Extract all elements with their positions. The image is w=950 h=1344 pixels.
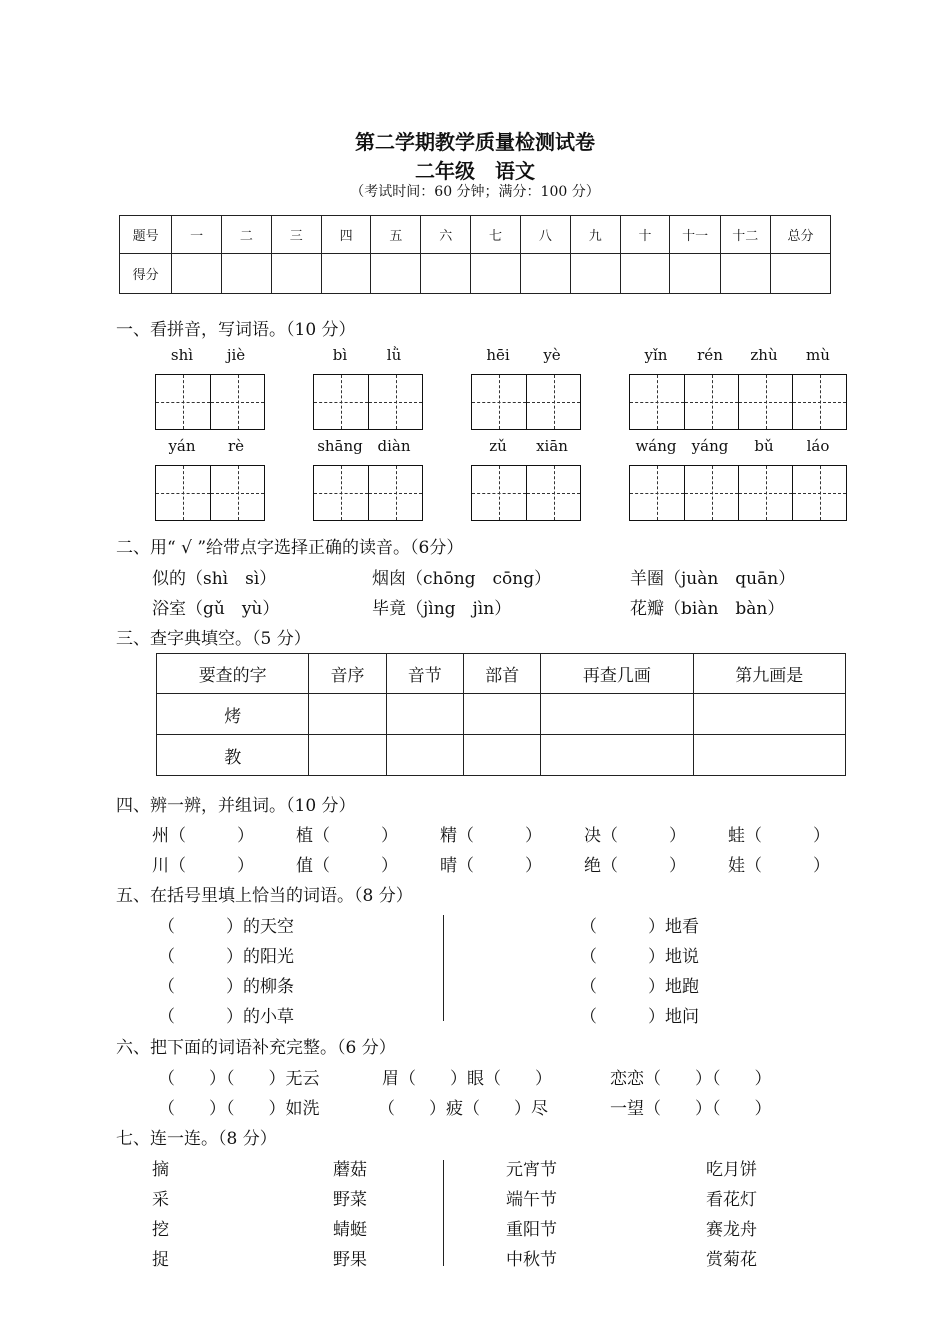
fill-phrase-right: （ ）地跑 [580, 977, 699, 997]
word-group-item: 州（ ） [152, 826, 254, 846]
score-blank-cell[interactable] [172, 254, 222, 294]
writing-cell[interactable] [630, 466, 684, 520]
fill-phrase-right: （ ）地问 [580, 1007, 699, 1027]
score-header-cell: 题号 [120, 216, 172, 254]
pinyin-syllable: yè [543, 346, 561, 364]
writing-cell[interactable] [472, 466, 526, 520]
pinyin-syllable: jiè [226, 346, 246, 364]
writing-cell[interactable] [792, 466, 846, 520]
score-header-cell: 三 [271, 216, 321, 254]
idiom-item: （ ）疲（ ）尽 [378, 1099, 548, 1119]
writing-cell[interactable] [368, 375, 422, 429]
score-header-cell: 二 [222, 216, 272, 254]
pinyin-syllable: diàn [377, 437, 411, 455]
pinyin-syllable: lǜ [386, 346, 402, 364]
writing-cell[interactable] [210, 466, 264, 520]
score-header-cell: 四 [321, 216, 371, 254]
dict-blank-cell[interactable] [463, 735, 540, 776]
score-blank-cell[interactable] [222, 254, 272, 294]
pinyin-syllable: rè [227, 437, 245, 455]
match-festival: 元宵节 [506, 1160, 557, 1180]
word-group-item: 植（ ） [296, 826, 398, 846]
pinyin-syllable: bǔ [754, 437, 774, 455]
writing-grid [313, 374, 423, 430]
dict-blank-cell[interactable] [541, 735, 693, 776]
score-header-cell: 七 [471, 216, 521, 254]
dict-blank-cell[interactable] [386, 735, 463, 776]
match-custom: 赏菊花 [706, 1250, 757, 1270]
reading-choice-item: 花瓣（biàn bàn） [630, 599, 785, 619]
score-blank-cell[interactable] [321, 254, 371, 294]
dict-header: 部首 [463, 654, 540, 694]
dict-blank-cell[interactable] [693, 694, 845, 735]
word-group-item: 值（ ） [296, 856, 398, 876]
score-blank-cell[interactable] [371, 254, 421, 294]
score-header-cell: 九 [570, 216, 620, 254]
pinyin-syllable: shì [170, 346, 194, 364]
score-blank-cell[interactable] [670, 254, 720, 294]
pinyin-syllable: zǔ [489, 437, 507, 455]
score-header-cell: 八 [520, 216, 570, 254]
reading-choice-item: 烟囱（chōng cōng） [372, 569, 552, 589]
section-5-divider [443, 915, 444, 1021]
score-blank-cell[interactable] [271, 254, 321, 294]
dict-header: 第九画是 [693, 654, 845, 694]
writing-cell[interactable] [526, 375, 580, 429]
page-title: 第二学期教学质量检测试卷 [355, 130, 595, 154]
dict-blank-cell[interactable] [309, 735, 386, 776]
score-header-cell: 五 [371, 216, 421, 254]
writing-cell[interactable] [684, 466, 738, 520]
writing-cell[interactable] [738, 375, 792, 429]
writing-grid [155, 374, 265, 430]
match-verb: 挖 [152, 1220, 169, 1240]
score-blank-cell[interactable] [471, 254, 521, 294]
score-header-cell: 十 [620, 216, 670, 254]
score-table [119, 215, 831, 294]
dict-char: 烤 [157, 694, 309, 735]
dict-blank-cell[interactable] [386, 694, 463, 735]
writing-cell[interactable] [630, 375, 684, 429]
fill-phrase-right: （ ）地看 [580, 917, 699, 937]
score-header-cell: 六 [421, 216, 471, 254]
match-noun: 野菜 [333, 1190, 367, 1210]
match-festival: 重阳节 [506, 1220, 557, 1240]
exam-info: （考试时间：60 分钟；满分：100 分） [350, 184, 600, 200]
match-verb: 捉 [152, 1250, 169, 1270]
match-noun: 蜻蜓 [333, 1220, 367, 1240]
word-group-item: 决（ ） [584, 826, 686, 846]
idiom-item: 一望（ ）（ ） [610, 1099, 772, 1119]
pinyin-syllable: yán [168, 437, 196, 455]
match-festival: 中秋节 [506, 1250, 557, 1270]
fill-phrase-left: （ ）的天空 [158, 917, 294, 937]
section-4-heading: 四、辨一辨，并组词。（10 分） [116, 796, 356, 816]
writing-grid [629, 374, 847, 430]
writing-cell[interactable] [156, 466, 210, 520]
pinyin-syllable: hēi [486, 346, 510, 364]
pinyin-syllable: láo [806, 437, 830, 455]
dict-header: 音序 [309, 654, 386, 694]
dict-blank-cell[interactable] [693, 735, 845, 776]
dict-header: 要查的字 [157, 654, 309, 694]
score-row-label: 得分 [120, 254, 172, 294]
reading-choice-item: 似的（shì sì） [152, 569, 277, 589]
dict-header: 音节 [386, 654, 463, 694]
dict-blank-cell[interactable] [541, 694, 693, 735]
match-custom: 吃月饼 [706, 1160, 757, 1180]
fill-phrase-left: （ ）的小草 [158, 1007, 294, 1027]
word-group-item: 娃（ ） [728, 856, 830, 876]
score-header-cell: 十二 [720, 216, 770, 254]
match-noun: 蘑菇 [333, 1160, 367, 1180]
match-noun: 野果 [333, 1250, 367, 1270]
fill-phrase-left: （ ）的阳光 [158, 947, 294, 967]
pinyin-syllable: rén [697, 346, 723, 364]
word-group-item: 川（ ） [152, 856, 254, 876]
dict-char: 教 [157, 735, 309, 776]
writing-grid [629, 465, 847, 521]
writing-grid [471, 374, 581, 430]
fill-phrase-right: （ ）地说 [580, 947, 699, 967]
section-6-heading: 六、把下面的词语补充完整。（6 分） [116, 1038, 396, 1058]
dict-header: 再查几画 [541, 654, 693, 694]
dict-blank-cell[interactable] [309, 694, 386, 735]
writing-grid [313, 465, 423, 521]
score-blank-cell[interactable] [770, 254, 830, 294]
section-1-heading: 一、看拼音，写词语。（10 分） [116, 320, 356, 340]
score-blank-cell[interactable] [720, 254, 770, 294]
reading-choice-item: 浴室（gǔ yù） [152, 599, 280, 619]
writing-cell[interactable] [368, 466, 422, 520]
score-header-cell: 一 [172, 216, 222, 254]
idiom-item: （ ）（ ）如洗 [158, 1099, 320, 1119]
score-blank-cell[interactable] [520, 254, 570, 294]
section-7-divider [443, 1160, 444, 1266]
word-group-item: 绝（ ） [584, 856, 686, 876]
idiom-item: 恋恋（ ）（ ） [610, 1069, 772, 1089]
pinyin-syllable: mù [806, 346, 830, 364]
writing-grid [471, 465, 581, 521]
word-group-item: 蛙（ ） [728, 826, 830, 846]
pinyin-syllable: bì [332, 346, 348, 364]
dictionary-table [156, 653, 846, 776]
match-custom: 赛龙舟 [706, 1220, 757, 1240]
writing-cell[interactable] [156, 375, 210, 429]
writing-cell[interactable] [472, 375, 526, 429]
dict-blank-cell[interactable] [463, 694, 540, 735]
writing-cell[interactable] [738, 466, 792, 520]
pinyin-syllable: xiān [536, 437, 568, 455]
writing-grid [155, 465, 265, 521]
pinyin-syllable: yáng [691, 437, 729, 455]
fill-phrase-left: （ ）的柳条 [158, 977, 294, 997]
pinyin-syllable: yǐn [644, 346, 668, 364]
idiom-item: （ ）（ ）无云 [158, 1069, 320, 1089]
writing-cell[interactable] [210, 375, 264, 429]
section-5-heading: 五、在括号里填上恰当的词语。（8 分） [116, 886, 413, 906]
section-7-heading: 七、连一连。（8 分） [116, 1129, 277, 1149]
word-group-item: 晴（ ） [440, 856, 542, 876]
idiom-item: 眉（ ）眼（ ） [382, 1069, 552, 1089]
pinyin-syllable: wáng [635, 437, 677, 455]
match-verb: 采 [152, 1190, 169, 1210]
section-3-heading: 三、查字典填空。（5 分） [116, 629, 311, 649]
writing-cell[interactable] [684, 375, 738, 429]
score-header-cell: 十一 [670, 216, 720, 254]
writing-cell[interactable] [314, 375, 368, 429]
score-blank-cell[interactable] [620, 254, 670, 294]
reading-choice-item: 毕竟（jìng jìn） [372, 599, 512, 619]
pinyin-syllable: zhù [750, 346, 778, 364]
writing-cell[interactable] [526, 466, 580, 520]
score-blank-cell[interactable] [570, 254, 620, 294]
match-custom: 看花灯 [706, 1190, 757, 1210]
page-subtitle-grade: 二年级 语文 [415, 159, 535, 183]
reading-choice-item: 羊圈（juàn quān） [630, 569, 796, 589]
match-festival: 端午节 [506, 1190, 557, 1210]
writing-cell[interactable] [314, 466, 368, 520]
match-verb: 摘 [152, 1160, 169, 1180]
writing-cell[interactable] [792, 375, 846, 429]
word-group-item: 精（ ） [440, 826, 542, 846]
score-blank-cell[interactable] [421, 254, 471, 294]
section-2-heading: 二、用“ √ ”给带点字选择正确的读音。（6分） [116, 538, 464, 558]
pinyin-syllable: shāng [317, 437, 363, 455]
score-header-cell: 总分 [770, 216, 830, 254]
